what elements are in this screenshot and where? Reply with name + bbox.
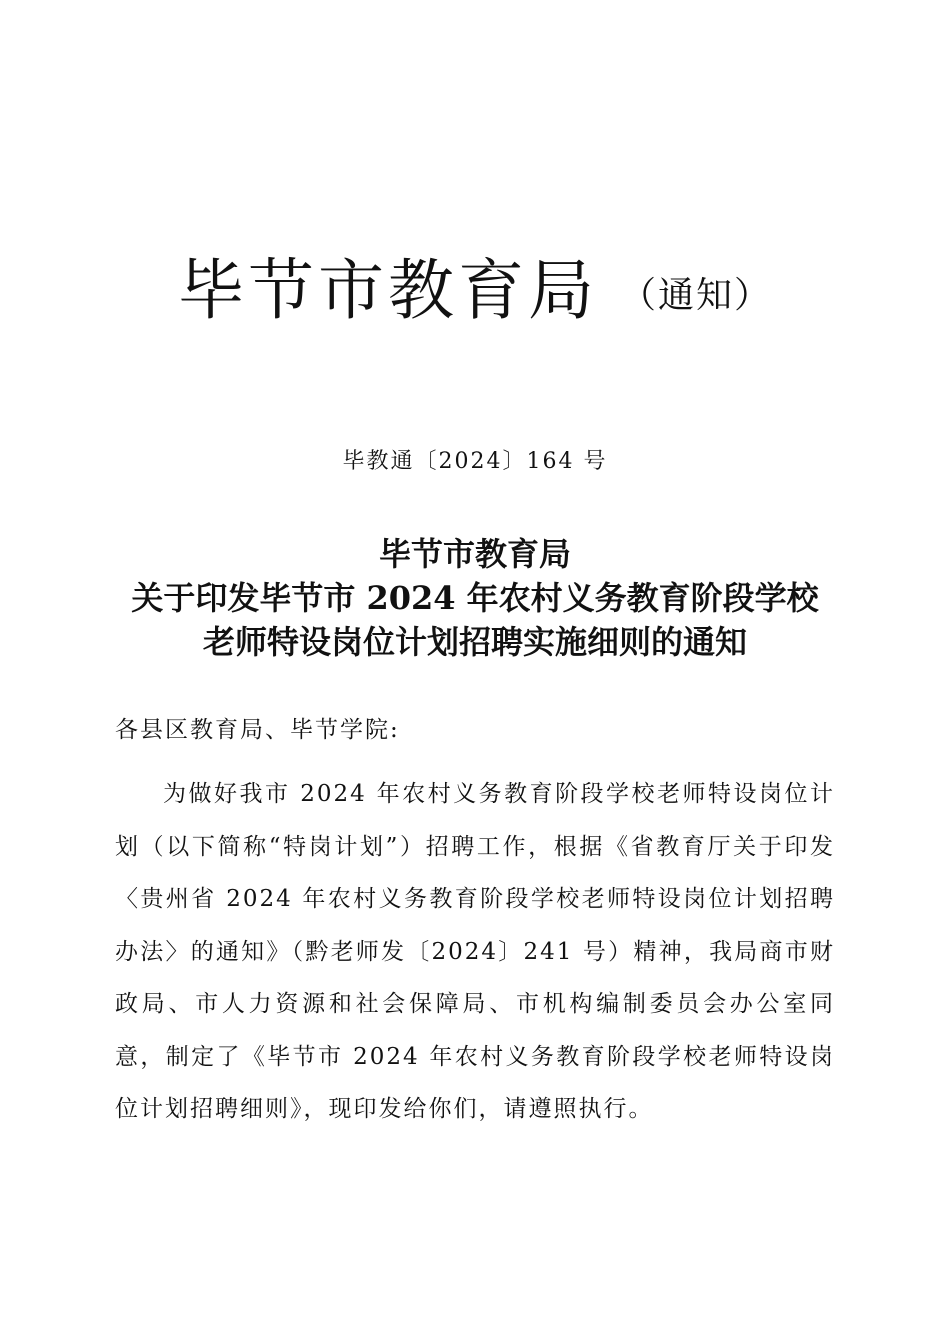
document-type-label: （通知） — [619, 275, 772, 316]
document-body — [115, 710, 835, 1136]
title-line-1: 毕节市教育局 — [378, 535, 571, 573]
title-line-3: 老师特设岗位计划招聘实施细则的通知 — [202, 623, 747, 661]
document-number: 毕教通〔2024〕164 号 — [342, 449, 608, 474]
document-type — [620, 262, 772, 322]
issuer-heading — [0, 252, 950, 329]
issuer-name: 毕节市教育局 — [177, 252, 598, 329]
body-paragraph: 为做好我市 2024 年农村义务教育阶段学校老师特设岗位计划（以下简称“特岗计划”）招聘工作，根据《省教育厅关于印发〈贵州省 2024 年农村义务教育阶段学校老师特设岗位计划招聘办法〉的通知》（黔老师发〔2024〕241 号）精神，我局商市财政局、市人力资源和社会保障局、市机构编制委员会办公室同意，制定了《毕节市 2024 年农村义务教育阶段学校老师特设岗位计划招聘细则》，现印发给你们，请遵照执行。 — [115, 781, 835, 1122]
salutation: 各县区教育局、毕节学院: — [115, 717, 400, 743]
title-line-2: 关于印发毕节市 2024 年农村义务教育阶段学校 — [131, 579, 819, 617]
document-title — [0, 532, 950, 664]
